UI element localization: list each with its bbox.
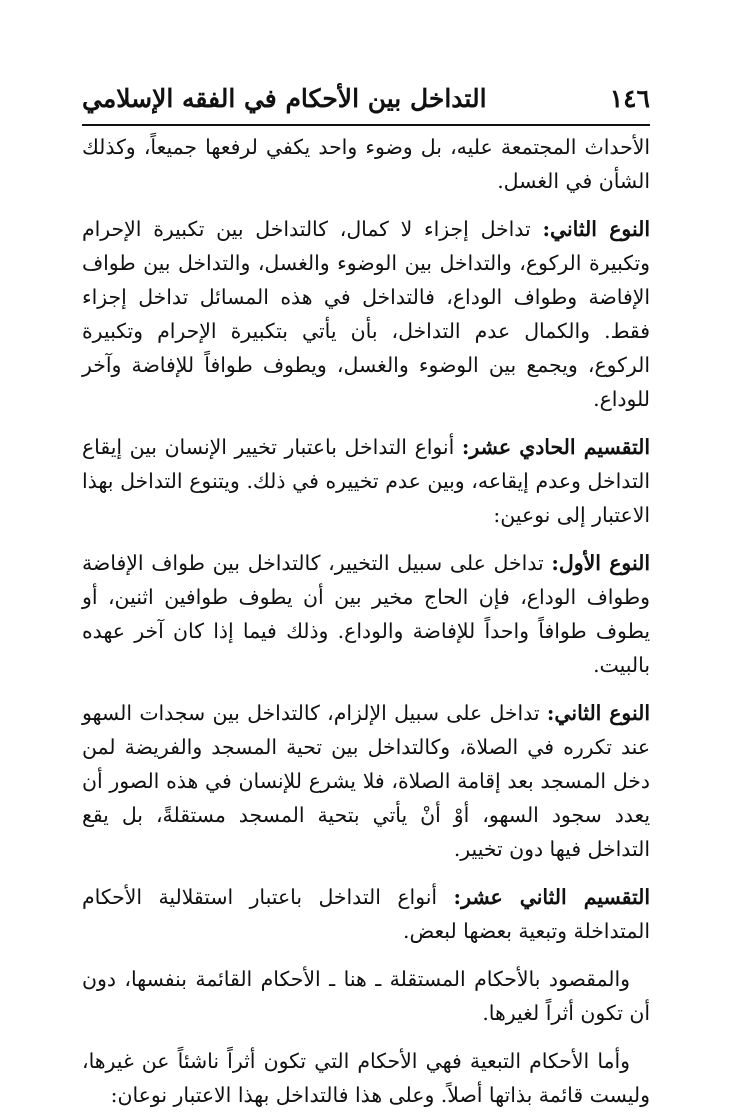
paragraph-text: تداخل على سبيل الإلزام، كالتداخل بين سجدات السهو عند تكرره في الصلاة، وكالتداخل بين تحية المسجد والفريضة لمن دخل المسجد بعد إقامة الصلاة، فلا يشرع للإنسان في هذه الصور أن يعدد سجود السهو، أوْ أنْ يأتي بتحية المسجد مستقلةً، بل يقع التداخل فيها دون تخيير. (82, 701, 650, 861)
paragraph-text: وأما الأحكام التبعية فهي الأحكام التي تكون أثراً ناشئاً عن غيرها، وليست قائمة بذاتها أصلاً. وعلى هذا فالتداخل بهذا الاعتبار نوعان: (82, 1049, 650, 1107)
header-rule (82, 124, 650, 126)
running-title: التداخل بين الأحكام في الفقه الإسلامي (82, 84, 487, 113)
paragraph-first-type (82, 546, 650, 682)
paragraph-text: تداخل إجزاء لا كمال، كالتداخل بين تكبيرة الإحرام وتكبيرة الركوع، والتداخل بين الوضوء والغسل، والتداخل بين طواف الإفاضة وطواف الوداع، فالتداخل في هذه المسائل تداخل إجزاء فقط. والكمال عدم التداخل، بأن يأتي بتكبيرة الإحرام وتكبيرة الركوع، ويجمع بين الوضوء والغسل، ويطوف طوافاً للإفاضة وآخر للوداع. (82, 217, 650, 411)
paragraph-heading: النوع الثاني: (542, 217, 650, 241)
paragraph-heading: النوع الثاني: (546, 701, 650, 725)
paragraph-text: والمقصود بالأحكام المستقلة ـ هنا ـ الأحكام القائمة بنفسها، دون أن تكون أثراً لغيرها. (82, 967, 650, 1025)
paragraph-continuation (82, 130, 650, 198)
paragraph-text: أنواع التداخل باعتبار استقلالية الأحكام المتداخلة وتبعية بعضها لبعض. (82, 885, 650, 943)
paragraph-twelfth-division (82, 880, 650, 948)
paragraph-text: تداخل على سبيل التخيير، كالتداخل بين طواف الإفاضة وطواف الوداع، فإن الحاج مخير بين أن يطوف طوافين اثنين، أو يطوف طوافاً واحداً للإفاضة والوداع. وذلك فيما إذا كان آخر عهده بالبيت. (82, 551, 650, 677)
paragraph-second-type-obligatory (82, 696, 650, 866)
paragraph-independent-rulings (82, 962, 650, 1030)
page-number: ١٤٦ (609, 84, 650, 113)
paragraph-heading: التقسيم الحادي عشر: (461, 435, 651, 459)
page-body (82, 130, 650, 1112)
paragraph-text: أنواع التداخل باعتبار تخيير الإنسان بين إيقاع التداخل وعدم إيقاعه، وبين عدم تخييره في ذلك. ويتنوع التداخل بهذا الاعتبار إلى نوعين: (82, 435, 650, 527)
paragraph-eleventh-division (82, 430, 650, 532)
paragraph-text: الأحداث المجتمعة عليه، بل وضوء واحد يكفي لرفعها جميعاً، وكذلك الشأن في الغسل. (82, 135, 650, 193)
paragraph-heading: التقسيم الثاني عشر: (453, 885, 650, 909)
paragraph-heading: النوع الأول: (551, 551, 650, 575)
page-header (82, 82, 650, 118)
paragraph-second-type (82, 212, 650, 416)
